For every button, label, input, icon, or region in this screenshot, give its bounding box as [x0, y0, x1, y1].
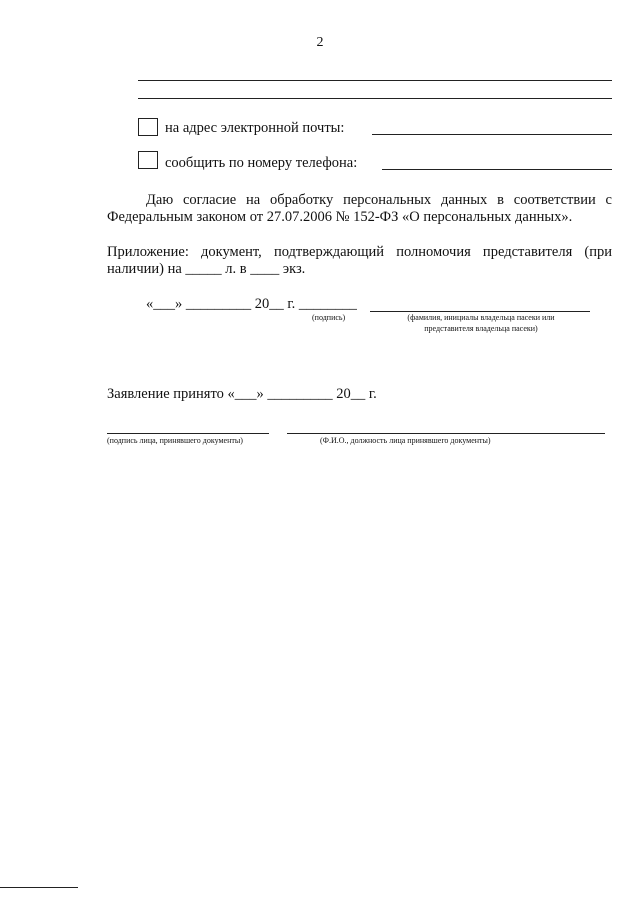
blank-line-1 [138, 80, 612, 81]
acceptor-signature-caption: (подпись лица, принявшего документы) [107, 436, 243, 445]
footnote-separator [0, 887, 78, 888]
attachment-line-2: наличии) на _____ л. в ____ экз. [107, 261, 306, 277]
consent-line-2: Федеральным законом от 27.07.2006 № 152-ФЗ «О персональных данных». [107, 209, 573, 225]
phone-input-line[interactable] [382, 169, 612, 170]
acceptance-text: Заявление принято «___» _________ 20__ г. [107, 386, 377, 402]
name-line[interactable] [370, 311, 590, 312]
acceptor-position-caption: (Ф.И.О., должность лица принявшего документы) [320, 436, 491, 445]
name-caption-line-1: (фамилия, инициалы владельца пасеки или [407, 313, 555, 322]
signature-caption: (подпись) [312, 313, 346, 322]
acceptor-name-line[interactable] [287, 433, 605, 434]
email-option-label: на адрес электронной почты: [165, 120, 345, 136]
acceptor-signature-line[interactable] [107, 433, 269, 434]
consent-line-1: Даю согласие на обработку персональных данных в соответствии с [146, 192, 612, 208]
page-number: 2 [316, 35, 324, 50]
phone-option-label: сообщить по номеру телефона: [165, 155, 358, 171]
signature-date-line: «___» _________ 20__ г. ________ [146, 296, 357, 312]
attachment-line-1: Приложение: документ, подтверждающий полномочия представителя (при [107, 244, 612, 260]
email-checkbox[interactable] [138, 118, 158, 136]
name-caption-line-2: представителя владельца пасеки) [424, 324, 538, 333]
phone-checkbox[interactable] [138, 151, 158, 169]
blank-line-2 [138, 98, 612, 99]
email-input-line[interactable] [372, 134, 612, 135]
